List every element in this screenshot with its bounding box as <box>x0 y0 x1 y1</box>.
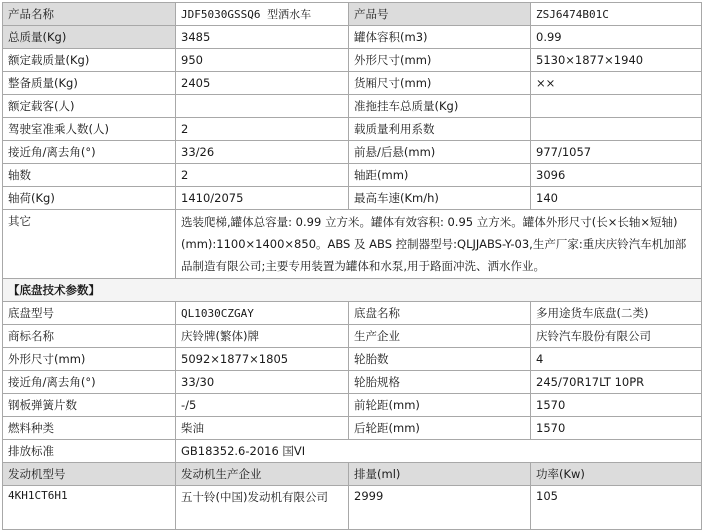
spec-table <box>2 2 702 530</box>
spec-label: 准拖挂车总质量(Kg) <box>349 95 531 118</box>
other-label: 其它 <box>3 210 176 279</box>
table-row <box>3 72 702 95</box>
spec-label: 接近角/离去角(°) <box>3 371 176 394</box>
spec-value: 多用途货车底盘(二类) <box>531 302 702 325</box>
spec-value: 950 <box>176 49 349 72</box>
table-row <box>3 164 702 187</box>
spec-value: JDF5030GSSQ6 型洒水车 <box>176 3 349 26</box>
spec-value: 33/30 <box>176 371 349 394</box>
spec-value: 140 <box>531 187 702 210</box>
spec-value: 33/26 <box>176 141 349 164</box>
spec-label: 底盘型号 <box>3 302 176 325</box>
spec-value: 柴油 <box>176 417 349 440</box>
table-row <box>3 371 702 394</box>
spec-label: 前悬/后悬(mm) <box>349 141 531 164</box>
spec-value <box>176 95 349 118</box>
spec-value: 0.99 <box>531 26 702 49</box>
spec-label: 载质量利用系数 <box>349 118 531 141</box>
engine-displacement: 2999 <box>349 486 531 530</box>
table-row <box>3 3 702 26</box>
spec-label: 轮胎规格 <box>349 371 531 394</box>
spec-label: 额定载质量(Kg) <box>3 49 176 72</box>
table-row <box>3 187 702 210</box>
spec-value: ×× <box>531 72 702 95</box>
table-row <box>3 417 702 440</box>
table-row <box>3 394 702 417</box>
spec-value: 1570 <box>531 417 702 440</box>
table-row <box>3 302 702 325</box>
spec-value: 1410/2075 <box>176 187 349 210</box>
engine-header-row <box>3 463 702 486</box>
other-text: 选装爬梯,罐体总容量: 0.99 立方米。罐体有效容积: 0.95 立方米。罐体外形尺寸(长×长轴×短轴)(mm):1100×1400×850。ABS 及 ABS 控制器型号:QLJJABS-Y-03,生产厂家:重庆庆铃汽车机加部品制造有限公司;主要专用装置为罐体和水泵,用于路面冲洗、洒水作业。 <box>176 210 702 279</box>
spec-label: 轴数 <box>3 164 176 187</box>
engine-model: 4KH1CT6H1 <box>3 486 176 530</box>
spec-value: ZSJ6474B01C <box>531 3 702 26</box>
spec-value: 2 <box>176 118 349 141</box>
spec-label: 额定载客(人) <box>3 95 176 118</box>
engine-header: 排量(ml) <box>349 463 531 486</box>
engine-header: 发动机型号 <box>3 463 176 486</box>
spec-label: 排放标准 <box>3 440 176 463</box>
other-row <box>3 210 702 279</box>
engine-maker: 五十铃(中国)发动机有限公司 <box>176 486 349 530</box>
spec-label: 轮胎数 <box>349 348 531 371</box>
spec-label: 产品号 <box>349 3 531 26</box>
engine-value-row <box>3 486 702 530</box>
spec-value: 3096 <box>531 164 702 187</box>
table-row <box>3 95 702 118</box>
spec-value: 5130×1877×1940 <box>531 49 702 72</box>
spec-value: 5092×1877×1805 <box>176 348 349 371</box>
table-row <box>3 49 702 72</box>
table-row <box>3 440 702 463</box>
spec-label: 罐体容积(m3) <box>349 26 531 49</box>
spec-label: 轴荷(Kg) <box>3 187 176 210</box>
spec-value <box>531 118 702 141</box>
spec-value: 245/70R17LT 10PR <box>531 371 702 394</box>
spec-label: 前轮距(mm) <box>349 394 531 417</box>
spec-value: QL1030CZGAY <box>176 302 349 325</box>
spec-value: 2405 <box>176 72 349 95</box>
spec-value: 977/1057 <box>531 141 702 164</box>
chassis-section-title: 【底盘技术参数】 <box>3 279 702 302</box>
spec-value: -/5 <box>176 394 349 417</box>
spec-value: GB18352.6-2016 国VI <box>176 440 702 463</box>
spec-value: 4 <box>531 348 702 371</box>
engine-header: 发动机生产企业 <box>176 463 349 486</box>
spec-label: 商标名称 <box>3 325 176 348</box>
spec-label: 轴距(mm) <box>349 164 531 187</box>
spec-label: 总质量(Kg) <box>3 26 176 49</box>
spec-value: 2 <box>176 164 349 187</box>
engine-header: 功率(Kw) <box>531 463 702 486</box>
spec-label: 后轮距(mm) <box>349 417 531 440</box>
spec-label: 产品名称 <box>3 3 176 26</box>
spec-label: 整备质量(Kg) <box>3 72 176 95</box>
spec-label: 驾驶室准乘人数(人) <box>3 118 176 141</box>
spec-label: 接近角/离去角(°) <box>3 141 176 164</box>
spec-label: 货厢尺寸(mm) <box>349 72 531 95</box>
spec-label: 底盘名称 <box>349 302 531 325</box>
table-row <box>3 141 702 164</box>
section-header-row <box>3 279 702 302</box>
table-row <box>3 325 702 348</box>
table-row <box>3 26 702 49</box>
spec-label: 生产企业 <box>349 325 531 348</box>
table-row <box>3 118 702 141</box>
spec-label: 钢板弹簧片数 <box>3 394 176 417</box>
table-row <box>3 348 702 371</box>
spec-label: 外形尺寸(mm) <box>349 49 531 72</box>
spec-sheet <box>2 2 701 530</box>
spec-label: 最高车速(Km/h) <box>349 187 531 210</box>
spec-value: 3485 <box>176 26 349 49</box>
spec-value: 庆铃牌(繁体)牌 <box>176 325 349 348</box>
spec-value: 庆铃汽车股份有限公司 <box>531 325 702 348</box>
spec-value: 1570 <box>531 394 702 417</box>
spec-label: 外形尺寸(mm) <box>3 348 176 371</box>
engine-power: 105 <box>531 486 702 530</box>
spec-label: 燃料种类 <box>3 417 176 440</box>
spec-value <box>531 95 702 118</box>
